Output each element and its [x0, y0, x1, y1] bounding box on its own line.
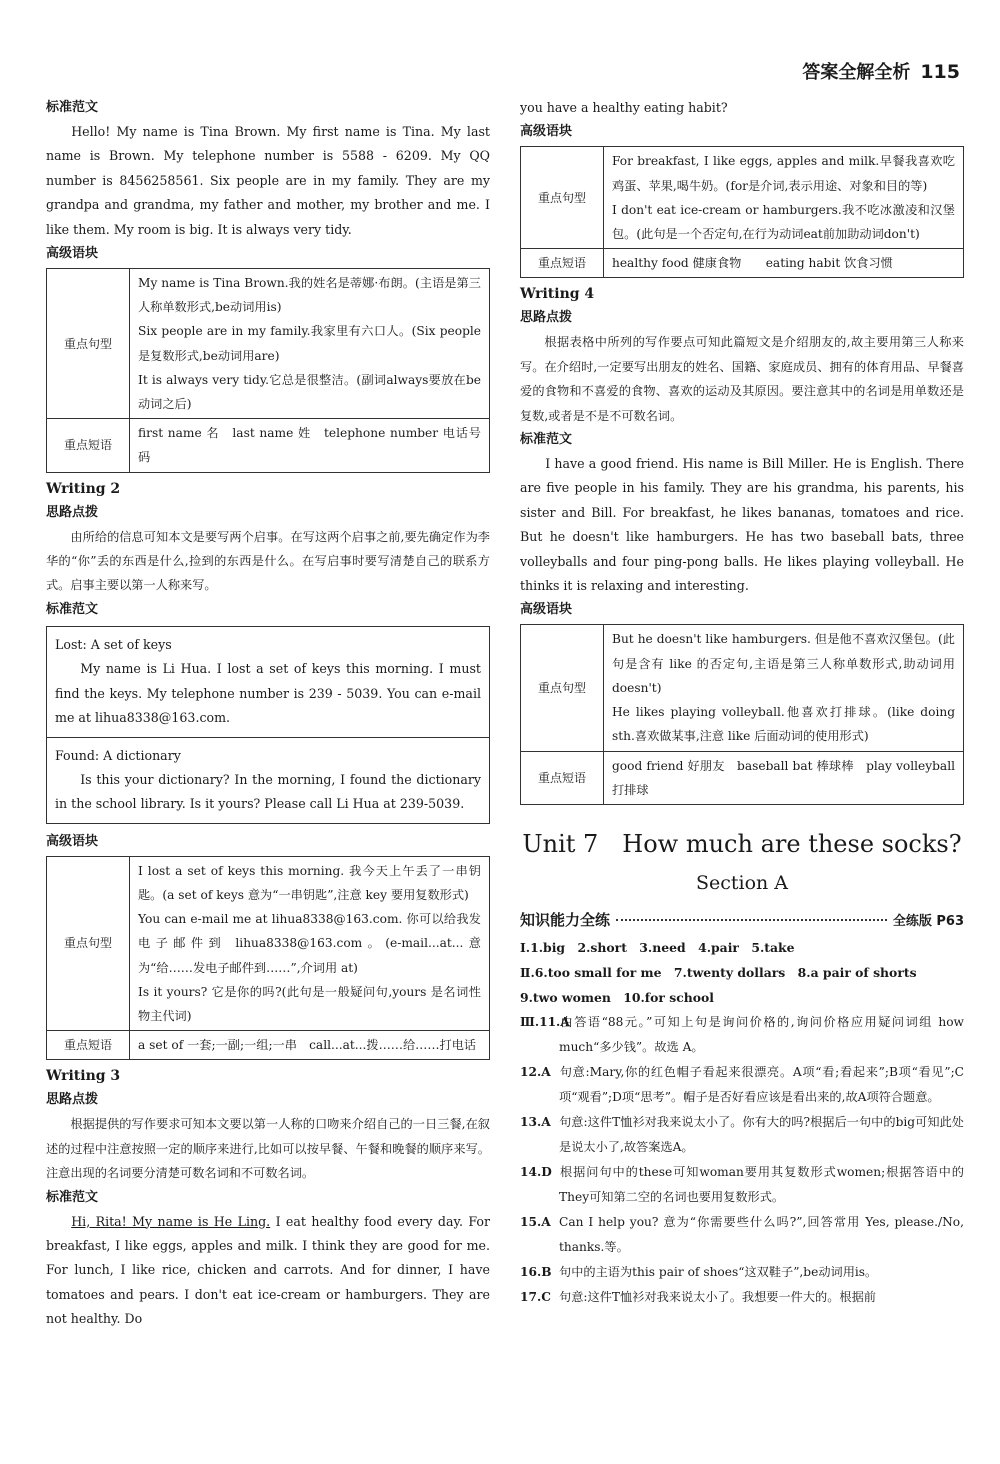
chunk-label: 重点句型 [521, 625, 604, 751]
question-15 [520, 1210, 964, 1260]
question-13 [520, 1110, 964, 1160]
w4-model-heading: 标准范文 [520, 432, 573, 448]
answer-text: 6.too small for me 7.twenty dollars 8.a pair of shorts [534, 964, 917, 980]
chunk-sentence: For breakfast, I like eggs, apples and milk.早餐我喜欢吃鸡蛋、苹果,喝牛奶。(for是介词,表示用途、对象和目的等) [612, 154, 955, 193]
left-column [46, 96, 490, 1332]
question-explanation: 句中的主语为this pair of shoes“这双鞋子”,be动词用is。 [559, 1264, 878, 1279]
dotted-leader [616, 919, 887, 921]
lost-title: Lost: A set of keys [55, 636, 172, 652]
question-number: 16.B [520, 1264, 552, 1279]
found-title: Found: A dictionary [55, 747, 181, 763]
question-11 [520, 1010, 964, 1060]
question-12 [520, 1060, 964, 1110]
w3-tip-text: 根据提供的写作要求可知本文要以第一人称的口吻来介绍自己的一日三餐,在叙述的过程中注意按照一定的顺序来进行,比如可以按早餐、午餐和晚餐的顺序来写。注意出现的名词要分清楚可数名词和不可数名词。 [46, 1117, 490, 1181]
question-16 [520, 1260, 964, 1285]
chunk-sentence: I lost a set of keys this morning. 我今天上午丢了一串钥匙。(a set of keys 意为“一串钥匙”,注意 key 要用复数形式) [138, 863, 481, 902]
chunk-label: 重点句型 [521, 147, 604, 249]
answer-text: 1.big 2.short 3.need 4.pair 5.take [530, 939, 795, 955]
question-explanation: 句意:这件T恤衫对我来说太小了。我想要一件大的。根据前 [559, 1289, 876, 1304]
w3-chunk-table [520, 146, 964, 278]
chunk-sentence: You can e-mail me at lihua8338@163.com. 你可以给我发电子邮件到 lihua8338@163.com。(e-mail...at...意为“给……发电子邮件到……”,介词用 at) [138, 912, 481, 975]
chunk-sentence: Is it yours? 它是你的吗?(此句是一般疑问句,yours 是名词性物主代词) [138, 984, 481, 1023]
question-explanation: 根据问句中的these可知woman要用其复数形式women;根据答语中的They可知第二空的名词也要用复数形式。 [559, 1164, 964, 1204]
chunk-sentence: But he doesn't like hamburgers. 但是他不喜欢汉堡包。(此句是含有 like 的否定句,主语是第三人称单数形式,助动词用 doesn't) [612, 632, 955, 695]
question-17 [520, 1285, 964, 1310]
w3-model-body: I eat healthy food every day. For breakfast, I like eggs, apples and milk. I think they are good for me. For lunch, I like rice, chicken and carrots. And for dinner, I have tomatoes and pears. I don't eat ice-cream or hamburgers. They are not healthy. Do [46, 1213, 490, 1327]
page-header [802, 58, 960, 84]
w1-chunk-heading: 高级语块 [46, 246, 99, 262]
question-explanation: 由答语“88元。”可知上句是询问价格的,询问价格应用疑问词组 how much“多少钱”。故选 A。 [559, 1014, 964, 1054]
question-number: 17.C [520, 1289, 551, 1304]
question-number: 15.A [520, 1214, 551, 1229]
w4-chunk-heading: 高级语块 [520, 602, 573, 618]
w3-greeting: Hi, Rita! My name is He Ling. [71, 1213, 271, 1229]
w3-model-heading: 标准范文 [46, 1189, 99, 1205]
question-number: 14.D [520, 1164, 552, 1179]
answer-numeral: Ⅰ. [520, 939, 531, 955]
question-explanation: 句意:Mary,你的红色帽子看起来很漂亮。A项“看;看起来”;B项“看见”;C项“观看”;D项“思考”。帽子是否好看应该是看出来的,故A项符合题意。 [559, 1064, 964, 1104]
chunk-label: 重点短语 [521, 751, 604, 804]
w4-chunk-table [520, 624, 964, 804]
w2-chunk-table [46, 856, 490, 1061]
lost-notice [47, 627, 489, 737]
found-notice [47, 737, 489, 823]
w3-model-continued: you have a healthy eating habit? [520, 100, 728, 115]
drill-edition: 全练版 P63 [892, 913, 964, 929]
w1-model-text: Hello! My name is Tina Brown. My first name is Tina. My last name is Brown. My telephone number is 5588 - 6209. My QQ number is 8456258561. Six people are in my family. They are my grandpa and grandma, my father and mother, my brother and me. I like them. My room is big. It is always very tidy. [46, 124, 490, 237]
drill-title: 知识能力全练 [520, 910, 611, 929]
lost-body: My name is Li Hua. I lost a set of keys this morning. I must find the keys. My telephone number is 239 - 5039. You can e-mail me at lihua8338@163.com. [55, 661, 481, 726]
answer-numeral: Ⅱ. [520, 964, 535, 980]
w1-chunk-table [46, 268, 490, 473]
chunk-sentence: He likes playing volleyball.他喜欢打排球。(like doing sth.喜欢做某事,注意 like 后面动词的使用形式) [612, 705, 955, 744]
question-number: 13.A [520, 1114, 551, 1129]
w2-model-heading: 标准范文 [46, 601, 99, 617]
question-number: 12.A [520, 1064, 551, 1079]
w3-chunk-heading: 高级语块 [520, 124, 573, 140]
chunk-label: 重点短语 [521, 249, 604, 278]
chunk-phrases: first name 名 last name 姓 telephone number 电话号码 [130, 419, 490, 472]
chunk-phrases: good friend 好朋友 baseball bat 棒球棒 play volleyball 打排球 [604, 751, 964, 804]
header-title: 答案全解全析 [802, 62, 911, 83]
answer-row-2 [520, 960, 964, 985]
question-explanation: 句意:这件T恤衫对我来说太小了。你有大的吗?根据后一句中的big可知此处是说太小了,故答案选A。 [559, 1114, 964, 1154]
chunk-label: 重点短语 [47, 419, 130, 472]
w3-model-text [46, 1210, 490, 1332]
chunk-label: 重点句型 [47, 269, 130, 419]
unit-title: Unit 7 How much are these socks? [522, 829, 962, 858]
w2-tip-text: 由所给的信息可知本文是要写两个启事。在写这两个启事之前,要先确定作为李华的“你”丢的东西是什么,捡到的东西是什么。在写启事时要写清楚自己的联系方式。启事主要以第一人称来写。 [46, 529, 490, 593]
w2-notice-box [46, 626, 490, 824]
section-title: Section A [695, 871, 789, 894]
w4-tip-heading: 思路点拨 [520, 310, 573, 326]
writing3-title: Writing 3 [46, 1068, 121, 1085]
w1-model-heading: 标准范文 [46, 100, 99, 115]
chunk-sentence: My name is Tina Brown.我的姓名是蒂娜·布朗。(主语是第三人称单数形式,be动词用is) [138, 276, 481, 315]
question-number: Ⅲ.11.A [520, 1014, 570, 1029]
w2-tip-heading: 思路点拨 [46, 504, 99, 520]
drill-header [520, 907, 964, 935]
w3-tip-heading: 思路点拨 [46, 1092, 99, 1108]
answer-row-1 [520, 935, 964, 960]
chunk-sentence: I don't eat ice-cream or hamburgers.我不吃冰激凌和汉堡包。(此句是一个否定句,在行为动词eat前加助动词don't) [612, 202, 955, 242]
chunk-sentence: Six people are in my family.我家里有六口人。(Six people是复数形式,be动词用are) [138, 324, 481, 363]
found-body: Is this your dictionary? In the morning, I found the dictionary in the school library. Is it yours? Please call Li Hua at 239-5039. [55, 771, 481, 812]
writing2-title: Writing 2 [46, 480, 121, 497]
w4-tip-text: 根据表格中所列的写作要点可知此篇短文是介绍朋友的,故主要用第三人称来写。在介绍时,一定要写出朋友的姓名、国籍、家庭成员、拥有的体育用品、早餐喜爱的食物和不喜爱的食物、喜欢的运动及其原因。要注意其中的名词是用单数还是复数,或者是不是不可数名词。 [520, 335, 964, 423]
chunk-label: 重点句型 [47, 856, 130, 1030]
chunk-phrases: healthy food 健康食物 eating habit 饮食习惯 [604, 249, 964, 278]
chunk-phrases: a set of 一套;一副;一组;一串 call...at...拨……给……打电话 [130, 1031, 490, 1060]
question-explanation: Can I help you? 意为“你需要些什么吗?”,回答常用 Yes, please./No, thanks.等。 [559, 1214, 964, 1254]
question-14 [520, 1160, 964, 1210]
right-column [520, 96, 964, 1310]
page-number: 115 [920, 61, 960, 83]
answer-row-3 [520, 985, 964, 1010]
answer-text: 9.two women 10.for school [520, 989, 714, 1005]
chunk-sentence: It is always very tidy.它总是很整洁。(副词always要放在be动词之后) [138, 372, 481, 412]
w2-chunk-heading: 高级语块 [46, 833, 99, 849]
writing4-title: Writing 4 [520, 286, 595, 303]
w4-model-text: I have a good friend. His name is Bill Miller. He is English. There are five people in his family. They are his grandma, his parents, his sister and Bill. For breakfast, he likes bananas, tomatoes and rice. But he doesn't like hamburgers. He has two baseball bats, three volleyballs and four ping-pong balls. He likes playing volleyball. He thinks it is relaxing and interesting. [520, 456, 964, 594]
chunk-label: 重点短语 [47, 1031, 130, 1060]
